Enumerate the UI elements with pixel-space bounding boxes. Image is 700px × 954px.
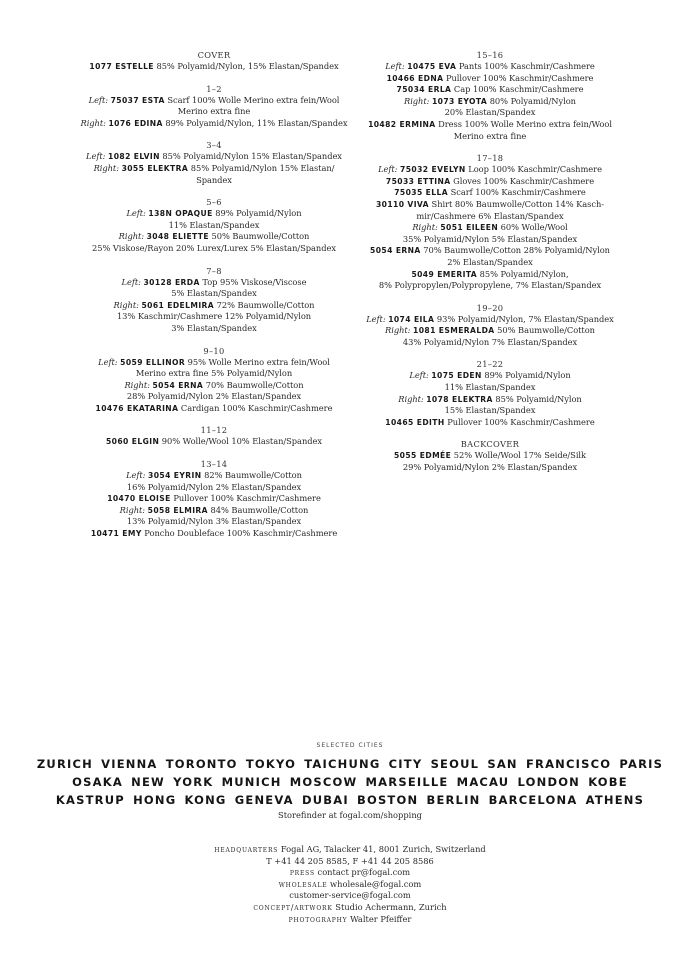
product-name: 10482 ERMINA xyxy=(368,119,436,129)
material-text: 20% Elastan/Spandex xyxy=(444,107,536,118)
credit-line xyxy=(359,84,621,96)
credit-line xyxy=(359,382,621,394)
product-name: 10470 ELOISE xyxy=(107,494,171,504)
credit-line xyxy=(359,370,621,382)
credit-line xyxy=(359,107,621,119)
imprint-footer xyxy=(0,844,700,925)
footer-label: wholesale xyxy=(278,879,328,889)
credit-line xyxy=(359,199,621,211)
credit-section xyxy=(359,438,621,473)
material-text: 15% Elastan/Spandex xyxy=(444,405,536,416)
material-text: Pullover 100% Kaschmir/Cashmere xyxy=(170,493,321,504)
section-heading: 19–20 xyxy=(476,302,504,313)
city-row: KASTRUP HONG KONG GENEVA DUBAI BOSTON BERLIN BARCELONA ATHENS xyxy=(55,793,645,807)
product-name: 1081 ESMERALDA xyxy=(413,326,495,336)
section-heading: 11–12 xyxy=(200,425,228,436)
material-text: 70% Baumwolle/Cotton 28% Polyamid/Nylon xyxy=(420,245,610,256)
material-text: 28% Polyamid/Nylon 2% Elastan/Spandex xyxy=(126,391,302,402)
credit-line xyxy=(80,118,348,130)
section-heading: 15–16 xyxy=(476,50,504,60)
credit-line xyxy=(80,300,348,312)
product-name: 5060 ELGIN xyxy=(105,437,160,447)
credit-line xyxy=(359,325,621,337)
credit-line xyxy=(80,95,348,107)
product-name: 75032 EVELYN xyxy=(400,165,466,175)
credit-section xyxy=(80,196,348,254)
credit-line xyxy=(80,175,348,187)
credit-line xyxy=(359,119,621,131)
credits-column-left xyxy=(80,49,348,550)
material-text: 50% Baumwolle/Cotton xyxy=(494,325,595,336)
section-heading: 7–8 xyxy=(206,265,222,276)
footer-label: press xyxy=(289,868,315,878)
product-name: 30128 ERDA xyxy=(143,277,200,287)
material-text: 29% Polyamid/Nylon 2% Elastan/Spandex xyxy=(402,462,578,473)
position-label: Right: xyxy=(119,504,148,515)
material-text: Pullover 100% Kaschmir/Cashmere xyxy=(444,416,595,427)
section-heading: 5–6 xyxy=(206,197,222,208)
material-text: Pullover 100% Kaschmir/Cashmere xyxy=(443,72,594,83)
product-name: 5061 EDELMIRA xyxy=(141,300,215,310)
material-text: 35% Polyamid/Nylon 5% Elastan/Spandex xyxy=(402,233,578,244)
position-label: Left: xyxy=(86,151,109,162)
credit-line xyxy=(80,220,348,232)
material-text: 95% Wolle Merino extra fein/Wool xyxy=(185,356,330,367)
footer-line xyxy=(0,844,700,856)
credit-line xyxy=(80,505,348,517)
credit-line xyxy=(80,516,348,528)
credit-section xyxy=(359,358,621,428)
credit-line xyxy=(359,73,621,85)
material-text: 85% Polyamid/Nylon 15% Elastan/Spandex xyxy=(159,151,342,162)
material-text: 52% Wolle/Wool 17% Seide/Silk xyxy=(451,450,586,461)
section-heading: 3–4 xyxy=(206,140,222,151)
credit-line xyxy=(80,380,348,392)
position-label: Right: xyxy=(93,162,122,173)
product-name: 10471 EMY xyxy=(90,529,142,539)
material-text: Dress 100% Wolle Merino extra fein/Wool xyxy=(435,118,612,129)
credit-line xyxy=(80,208,348,220)
material-text: Spandex xyxy=(196,174,232,185)
credit-line xyxy=(359,211,621,223)
material-text: 13% Kaschmir/Cashmere 12% Polyamid/Nylon xyxy=(116,311,312,322)
section-heading: 1–2 xyxy=(206,83,222,94)
position-label: Right: xyxy=(113,299,142,310)
product-name: 1082 ELVIN xyxy=(108,152,160,162)
credit-section xyxy=(80,424,348,448)
position-label: Left: xyxy=(385,61,408,71)
credit-line xyxy=(359,164,621,176)
section-heading: 13–14 xyxy=(200,459,228,470)
footer-line xyxy=(0,867,700,879)
position-label: Left: xyxy=(121,276,144,287)
section-heading: COVER xyxy=(197,50,231,60)
position-label: Right: xyxy=(412,222,441,233)
footer-value[interactable]: wholesale@fogal.com xyxy=(327,878,422,889)
product-name: 5051 EILEEN xyxy=(440,223,499,233)
position-label: Left: xyxy=(378,164,401,175)
material-text: Shirt 80% Baumwolle/Cotton 14% Kasch- xyxy=(428,198,605,209)
material-text: 43% Polyamid/Nylon 7% Elastan/Spandex xyxy=(402,336,578,347)
credit-line xyxy=(80,482,348,494)
footer-line xyxy=(0,890,700,902)
product-name: 10466 EDNA xyxy=(386,73,444,83)
position-label: Right: xyxy=(385,325,414,336)
material-text: Loop 100% Kaschmir/Cashmere xyxy=(465,164,602,175)
material-text: 93% Polyamid/Nylon, 7% Elastan/Spandex xyxy=(434,313,614,324)
material-text: 13% Polyamid/Nylon 3% Elastan/Spandex xyxy=(126,516,302,527)
material-text: 11% Elastan/Spandex xyxy=(168,219,260,230)
credit-line xyxy=(359,257,621,269)
material-text: Pants 100% Kaschmir/Cashmere xyxy=(456,61,595,71)
credit-line xyxy=(80,311,348,323)
product-name: 5055 EDMÉE xyxy=(394,451,452,461)
credit-line xyxy=(80,106,348,118)
material-text: 3% Elastan/Spandex xyxy=(171,322,257,333)
credit-line xyxy=(80,493,348,505)
product-name: 3048 ELIETTE xyxy=(146,232,209,242)
footer-line xyxy=(0,914,700,926)
product-name: 5058 ELMIRA xyxy=(147,505,208,515)
product-name: 1076 EDINA xyxy=(108,118,163,128)
material-text: 50% Baumwolle/Cotton xyxy=(208,231,310,242)
footer-line xyxy=(0,856,700,868)
product-name: 3054 EYRIN xyxy=(148,471,202,481)
product-name: 1078 ELEKTRA xyxy=(426,394,493,404)
credits-column-right xyxy=(359,49,621,484)
material-text: Gloves 100% Kaschmir/Cashmere xyxy=(450,175,595,186)
credit-line xyxy=(80,277,348,289)
credit-section xyxy=(80,265,348,335)
credit-section xyxy=(80,139,348,186)
city-row: OSAKA NEW YORK MUNICH MOSCOW MARSEILLE MACAU LONDON KOBE xyxy=(72,775,628,789)
material-text: 72% Baumwolle/Cotton xyxy=(214,299,315,310)
credit-line xyxy=(80,163,348,175)
product-name: 75035 ELLA xyxy=(394,188,449,198)
product-name: 10476 EKATARINA xyxy=(95,403,179,413)
section-heading: BACKCOVER xyxy=(460,439,520,450)
material-text: 16% Polyamid/Nylon 2% Elastan/Spandex xyxy=(126,481,302,492)
material-text: 2% Elastan/Spandex xyxy=(447,256,533,267)
product-name: 1073 EYOTA xyxy=(431,96,488,106)
credit-line xyxy=(80,368,348,380)
credit-line xyxy=(359,394,621,406)
credit-line xyxy=(359,176,621,188)
selected-cities-block xyxy=(0,742,700,821)
position-label: Right: xyxy=(398,393,427,404)
footer-label: headquarters xyxy=(214,845,279,854)
footer-line xyxy=(0,902,700,914)
position-label: Left: xyxy=(126,470,149,481)
footer-value: Fogal AG, Talacker 41, 8001 Zurich, Switzerland xyxy=(278,844,486,854)
credit-line xyxy=(80,231,348,243)
credit-line xyxy=(80,528,348,540)
footer-value: Studio Achermann, Zurich xyxy=(332,901,447,912)
material-text: 11% Elastan/Spandex xyxy=(444,382,536,393)
product-name: 5054 ERNA xyxy=(370,246,421,256)
material-text: Merino extra fine 5% Polyamid/Nylon xyxy=(135,368,293,379)
position-label: Left: xyxy=(409,370,432,381)
section-heading: 9–10 xyxy=(203,345,225,356)
credit-line xyxy=(359,61,621,73)
material-text: Scarf 100% Wolle Merino extra fein/Wool xyxy=(164,94,340,105)
credit-line xyxy=(80,243,348,255)
credit-line xyxy=(359,405,621,417)
product-name: 1075 EDEN xyxy=(431,371,482,381)
footer-line xyxy=(0,879,700,891)
product-name: 75033 ETTINA xyxy=(385,176,451,186)
material-text: mir/Cashmere 6% Elastan/Spandex xyxy=(416,210,564,221)
position-label: Left: xyxy=(88,94,111,105)
credit-section xyxy=(80,49,348,73)
position-label: Right: xyxy=(404,95,432,106)
credit-line xyxy=(359,222,621,234)
material-text: Poncho Doubleface 100% Kaschmir/Cashmere xyxy=(141,528,338,539)
position-label: Left: xyxy=(366,313,389,324)
credit-line xyxy=(359,417,621,429)
product-name: 1074 EILA xyxy=(388,314,435,324)
product-name: 75034 ERLA xyxy=(396,85,452,95)
credit-section xyxy=(80,458,348,540)
material-text: 85% Polyamid/Nylon, 15% Elastan/Spandex xyxy=(153,61,339,71)
material-text: 84% Baumwolle/Cotton xyxy=(207,504,309,515)
material-text: 85% Polyamid/Nylon 15% Elastan/ xyxy=(188,162,335,173)
material-text: 60% Wolle/Wool xyxy=(498,222,568,233)
credit-line xyxy=(359,234,621,246)
footer-value: T +41 44 205 8585, F +41 44 205 8586 xyxy=(266,855,434,866)
product-name: 10465 EDITH xyxy=(385,417,445,427)
material-text: 85% Polyamid/Nylon xyxy=(492,393,582,404)
product-name: 10475 EVA xyxy=(407,62,457,71)
material-text: 89% Polyamid/Nylon, 11% Elastan/Spandex xyxy=(162,117,348,128)
credit-line xyxy=(359,450,621,462)
position-label: Right: xyxy=(124,379,153,390)
material-text: Merino extra fine xyxy=(453,130,527,141)
product-name: 1077 ESTELLE xyxy=(89,62,154,71)
material-text: Cap 100% Kaschmir/Cashmere xyxy=(451,84,584,95)
material-text: 25% Viskose/Rayon 20% Lurex/Lurex 5% Elastan/Spandex xyxy=(92,242,336,253)
material-text: 85% Polyamid/Nylon, xyxy=(477,268,569,279)
footer-value[interactable]: contact pr@fogal.com xyxy=(314,867,411,878)
product-name: 5054 ERNA xyxy=(152,380,204,390)
credit-section xyxy=(359,49,621,142)
credit-line xyxy=(359,314,621,326)
position-label: Left: xyxy=(98,356,121,367)
material-text: 89% Polyamid/Nylon xyxy=(481,370,571,381)
position-label: Right: xyxy=(118,231,147,242)
credit-line xyxy=(359,187,621,199)
storefinder-link[interactable]: Storefinder at fogal.com/shopping xyxy=(278,810,422,820)
material-text: 8% Polypropylen/Polypropylene, 7% Elastan/Spandex xyxy=(378,280,602,291)
material-text: 90% Wolle/Wool 10% Elastan/Spandex xyxy=(159,436,322,447)
credit-section xyxy=(80,345,348,415)
product-name: 3055 ELEKTRA xyxy=(121,163,189,173)
credit-line xyxy=(80,151,348,163)
material-text: 80% Polyamid/Nylon xyxy=(487,95,576,106)
credit-line xyxy=(80,391,348,403)
credit-line xyxy=(80,403,348,415)
material-text: Cardigan 100% Kaschmir/Cashmere xyxy=(178,402,333,413)
material-text: Scarf 100% Kaschmir/Cashmere xyxy=(448,187,586,198)
credit-line xyxy=(359,96,621,108)
footer-label: concept/artwork xyxy=(253,902,333,912)
section-heading: 21–22 xyxy=(476,359,504,370)
product-name: 75037 ESTA xyxy=(110,95,165,105)
credit-line xyxy=(359,131,621,143)
credit-line xyxy=(359,269,621,281)
position-label: Left: xyxy=(126,208,149,219)
product-name: 5059 ELLINOR xyxy=(120,357,186,367)
product-name: 5049 EMERITA xyxy=(411,269,478,279)
credit-line xyxy=(359,462,621,474)
material-text: Merino extra fine xyxy=(177,106,251,117)
material-text: Top 95% Viskose/Viscose xyxy=(199,276,307,287)
position-label: Right: xyxy=(80,117,109,128)
credit-line xyxy=(359,245,621,257)
credit-section xyxy=(359,152,621,292)
credit-line xyxy=(80,288,348,300)
material-text: 5% Elastan/Spandex xyxy=(171,288,257,299)
material-text: 70% Baumwolle/Cotton xyxy=(203,379,304,390)
credit-line xyxy=(80,323,348,335)
footer-label: photography xyxy=(288,914,348,924)
material-text: 89% Polyamid/Nylon xyxy=(212,208,302,219)
credit-line xyxy=(359,280,621,292)
credit-section xyxy=(80,83,348,130)
credit-section xyxy=(359,302,621,349)
cities-title: SELECTED CITIES xyxy=(316,742,384,749)
credit-line xyxy=(80,470,348,482)
credit-line xyxy=(359,337,621,349)
material-text: 82% Baumwolle/Cotton xyxy=(201,470,302,481)
credit-line xyxy=(80,436,348,448)
section-heading: 17–18 xyxy=(476,153,504,164)
footer-value: Walter Pfeiffer xyxy=(347,913,412,924)
credit-line xyxy=(80,357,348,369)
footer-value[interactable]: customer-service@fogal.com xyxy=(289,890,411,901)
product-name: 138N OPAQUE xyxy=(148,209,213,219)
credit-line xyxy=(80,61,348,73)
product-name: 30110 VIVA xyxy=(375,199,429,209)
city-row: ZURICH VIENNA TORONTO TOKYO TAICHUNG CITY SEOUL SAN FRANCISCO PARIS xyxy=(36,757,664,771)
